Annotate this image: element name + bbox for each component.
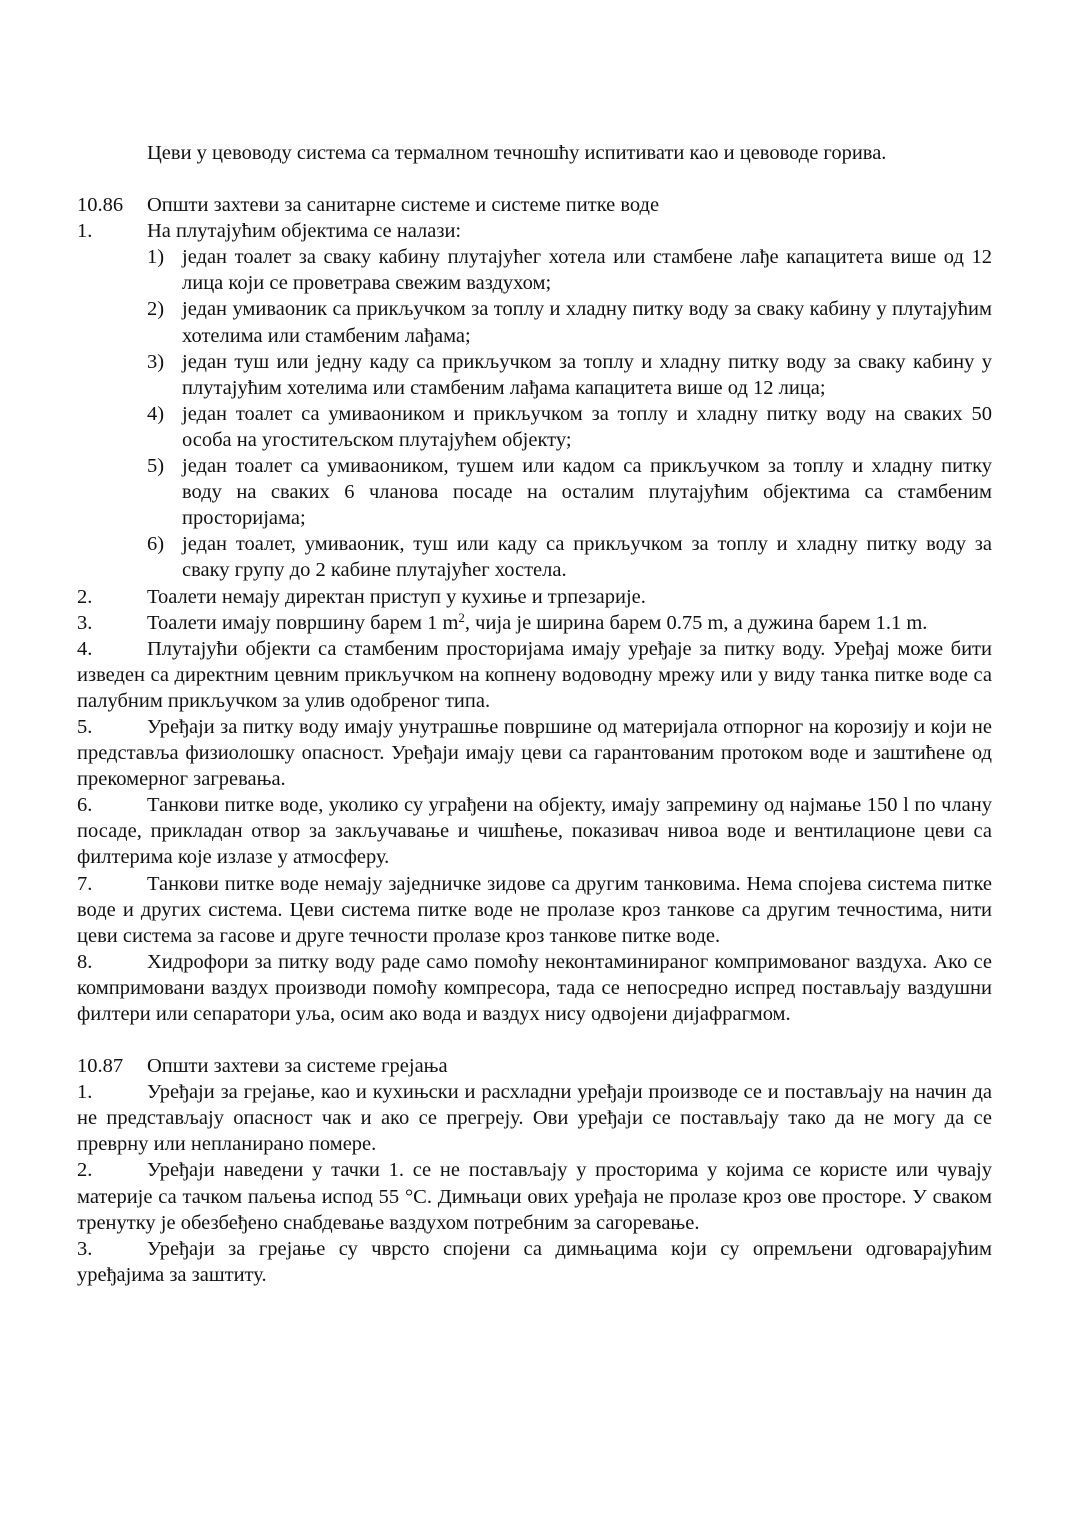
sub-item	[77, 296, 992, 348]
sub-item-number: 3)	[147, 350, 165, 373]
section-title: Општи захтеви за системе грејања	[147, 1055, 448, 1078]
item-text: Уређаји наведени у тачки 1. се не постављају у просторима у којима се користе или чувају материје са тачком паљења испод 55 °C. Димњаци ових уређаја не пролазе кроз ове просторе. У сваком тренутку је обезбеђено снабдевање ваздухом потребним за сагоревање.	[77, 1159, 992, 1234]
list-item	[77, 584, 992, 610]
list-item	[77, 218, 992, 244]
sub-item	[77, 244, 992, 296]
spacer	[77, 1027, 992, 1053]
section-number: 10.86	[77, 194, 124, 217]
sub-item	[77, 401, 992, 453]
list-item	[77, 714, 992, 792]
sub-item	[77, 453, 992, 531]
sub-item-text: један умиваоник са прикључком за топлу и хладну питку воду за сваку кабину у плутајућим хотелима или стамбеним лађама;	[182, 298, 992, 347]
item-text: , чија је ширина барем 0.75 m, а дужина барем 1.1 m.	[464, 611, 928, 634]
item-text: На плутајућим објектима се налази:	[147, 220, 462, 243]
item-text: Хидрофори за питку воду раде само помоћу неконтаминираног компримованог ваздуха. Ако се компримовани ваздух производи помоћу компресора, тада се непосредно испред постављају ваздушни филтери или сепаратори уља, осим ако вода и ваздух нису одвојени дијафрагмом.	[77, 950, 992, 1025]
sub-item-number: 5)	[147, 455, 165, 478]
section-heading	[77, 192, 992, 218]
sub-item-text: један туш или једну каду са прикључком за топлу и хладну питку воду за сваку кабину у плутајућим хотелима или стамбеним лађама капацитета више од 12 лица;	[182, 350, 992, 399]
section-heading	[77, 1053, 992, 1079]
list-item	[77, 1079, 992, 1157]
sub-item	[77, 349, 992, 401]
item-text: Тоалети немају директан приступ у кухиње и трпезарије.	[147, 585, 646, 608]
list-item	[77, 636, 992, 714]
item-number: 7.	[77, 872, 93, 895]
section-number: 10.87	[77, 1055, 124, 1078]
sub-item-number: 1)	[147, 246, 165, 269]
sub-item-number: 4)	[147, 402, 165, 425]
item-number: 8.	[77, 950, 93, 973]
item-text: Плутајући објекти са стамбеним просторијама имају уређаје за питку воду. Уређај може бити изведен са директним цевним прикључком на копнену водоводну мрежу или у виду танка питке воде са палубним прикључком за улив одобреног типа.	[77, 637, 992, 712]
item-text: Уређаји за грејање су чврсто спојени са димњацима који су опремљени одговарајућим уређајима за заштиту.	[77, 1237, 992, 1286]
sub-item-text: један тоалет, умиваоник, туш или каду са прикључком за топлу и хладну питку воду за сваку групу до 2 кабине плутајућег хостела.	[182, 533, 992, 582]
item-number: 1.	[77, 220, 93, 243]
spacer	[77, 166, 992, 192]
sub-item-number: 6)	[147, 533, 165, 556]
item-text: Танкови питке воде немају заједничке зидове са другим танковима. Нема спојева система питке воде и других система. Цеви система питке воде не пролазе кроз танкове са другим течностима, нити цеви система за гасове и друге течности пролазе кроз танкове питке воде.	[77, 872, 992, 947]
list-item	[77, 792, 992, 870]
item-number: 5.	[77, 715, 93, 738]
item-text: Тоалети имају површину барем 1 m	[147, 611, 459, 634]
sub-item	[77, 531, 992, 583]
intro-paragraph: Цеви у цевоводу система са термалном течношћу испитивати као и цевоводе горива.	[147, 142, 887, 164]
list-item	[77, 871, 992, 949]
list-item	[77, 610, 992, 636]
item-number: 2.	[77, 1159, 93, 1182]
section-title: Општи захтеви за санитарне системе и системе питке воде	[147, 194, 660, 217]
list-item	[77, 1157, 992, 1235]
sub-item-text: један тоалет са умиваоником и прикључком за топлу и хладну питку воду на сваких 50 особа на угоститељском плутајућем објекту;	[182, 402, 992, 451]
item-number: 3.	[77, 611, 93, 634]
item-text: Танкови питке воде, уколико су уграђени на објекту, имају запремину од најмање 150 l по члану посаде, прикладан отвор за закључавање и чишћење, показивач нивоа воде и вентилационе цеви са филтерима које излазе у атмосферу.	[77, 794, 992, 869]
item-number: 3.	[77, 1237, 93, 1260]
list-item	[77, 1236, 992, 1288]
list-item	[77, 949, 992, 1027]
sub-item-text: један тоалет са умиваоником, тушем или кадом са прикључком за топлу и хладну питку воду на сваких 6 чланова посаде на осталим плутајућим објектима са стамбеним просторијама;	[182, 455, 992, 530]
document-page	[77, 140, 992, 1288]
item-number: 6.	[77, 794, 93, 817]
item-number: 2.	[77, 585, 93, 608]
superscript: 2	[458, 609, 465, 625]
item-number: 4.	[77, 637, 93, 660]
sub-item-text: један тоалет за сваку кабину плутајућег хотела или стамбене лађе капацитета више од 12 лица који се проветрава свежим ваздухом;	[182, 246, 992, 295]
item-text: Уређаји за питку воду имају унутрашње површине од материјала отпорног на корозију и који не представља физиолошку опасност. Уређаји имају цеви са гарантованим протоком воде и заштићене од прекомерног загревања.	[77, 715, 992, 791]
item-number: 1.	[77, 1081, 93, 1104]
item-text: Уређаји за грејање, као и кухињски и расхладни уређаји производе се и постављају на начин да не представљају опасност чак и ако се прегреју. Ови уређаји се постављају тако да не могу да се преврну или непланирано помере.	[77, 1081, 992, 1156]
sub-item-number: 2)	[147, 298, 165, 321]
